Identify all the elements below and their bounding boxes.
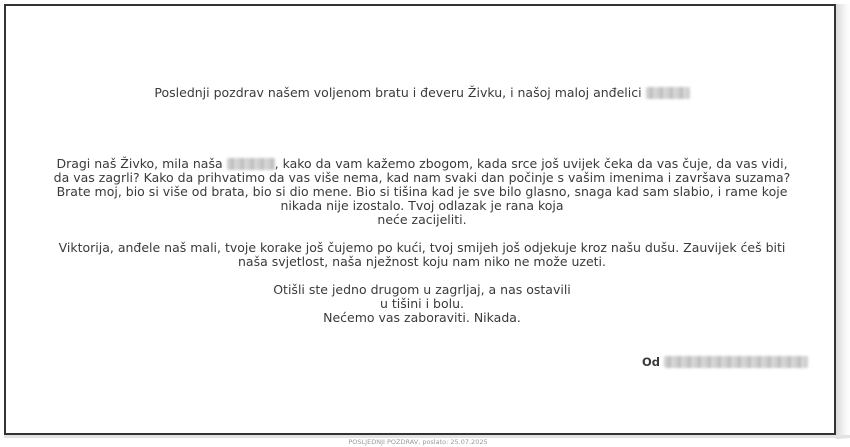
message-line: naša svjetlost, naša nježnost koju nam niko ne može uzeti. — [237, 254, 607, 269]
redacted-name — [646, 87, 690, 99]
obituary-card — [4, 4, 836, 435]
message-line: neće zacijeliti. — [377, 212, 467, 227]
notice-heading — [8, 85, 836, 100]
redacted-signature — [664, 356, 808, 368]
message-line: Brate moj, bio si više od brata, bio si dio mene. Bio si tišina kad je sve bilo glasno, snaga kad sam slabio, i rame koje — [56, 184, 788, 199]
signature-prefix: Od — [641, 355, 660, 369]
notice-message — [8, 157, 836, 325]
message-line: da vas zagrli? Kako da prihvatimo da vas više nema, kad nam svaki dan počinje s vašim imenima i završava suzama? — [53, 170, 791, 185]
paragraph-gap — [8, 227, 836, 241]
redacted-name — [227, 158, 275, 170]
message-line: u tišini i bolu. — [379, 296, 465, 311]
message-line: Nećemo vas zaboraviti. Nikada. — [323, 310, 521, 325]
message-line: Viktorija, anđele naš mali, tvoje korake još čujemo po kući, tvoj smijeh još odjekuje kroz našu dušu. Zauvijek ćeš biti — [58, 240, 786, 255]
message-line: nikada nije izostalo. Tvoj odlazak je rana koja — [280, 198, 564, 213]
paragraph-gap — [8, 269, 836, 283]
signature — [642, 355, 808, 369]
message-line: Dragi naš Živko, mila naša , kako da vam kažemo zbogom, kada srce još uvijek čeka da vas čuje, da vas vidi, — [56, 156, 788, 171]
heading-text: Poslednji pozdrav našem voljenom bratu i đeveru Živku, i našoj maloj anđelici — [154, 85, 642, 100]
card-shadow — [836, 4, 850, 439]
message-line: Otišli ste jedno drugom u zagrljaj, a nas ostavili — [273, 282, 571, 297]
footer-caption: POSLJEDNJI POZDRAV, poslato: 25.07.2025 — [348, 438, 488, 446]
